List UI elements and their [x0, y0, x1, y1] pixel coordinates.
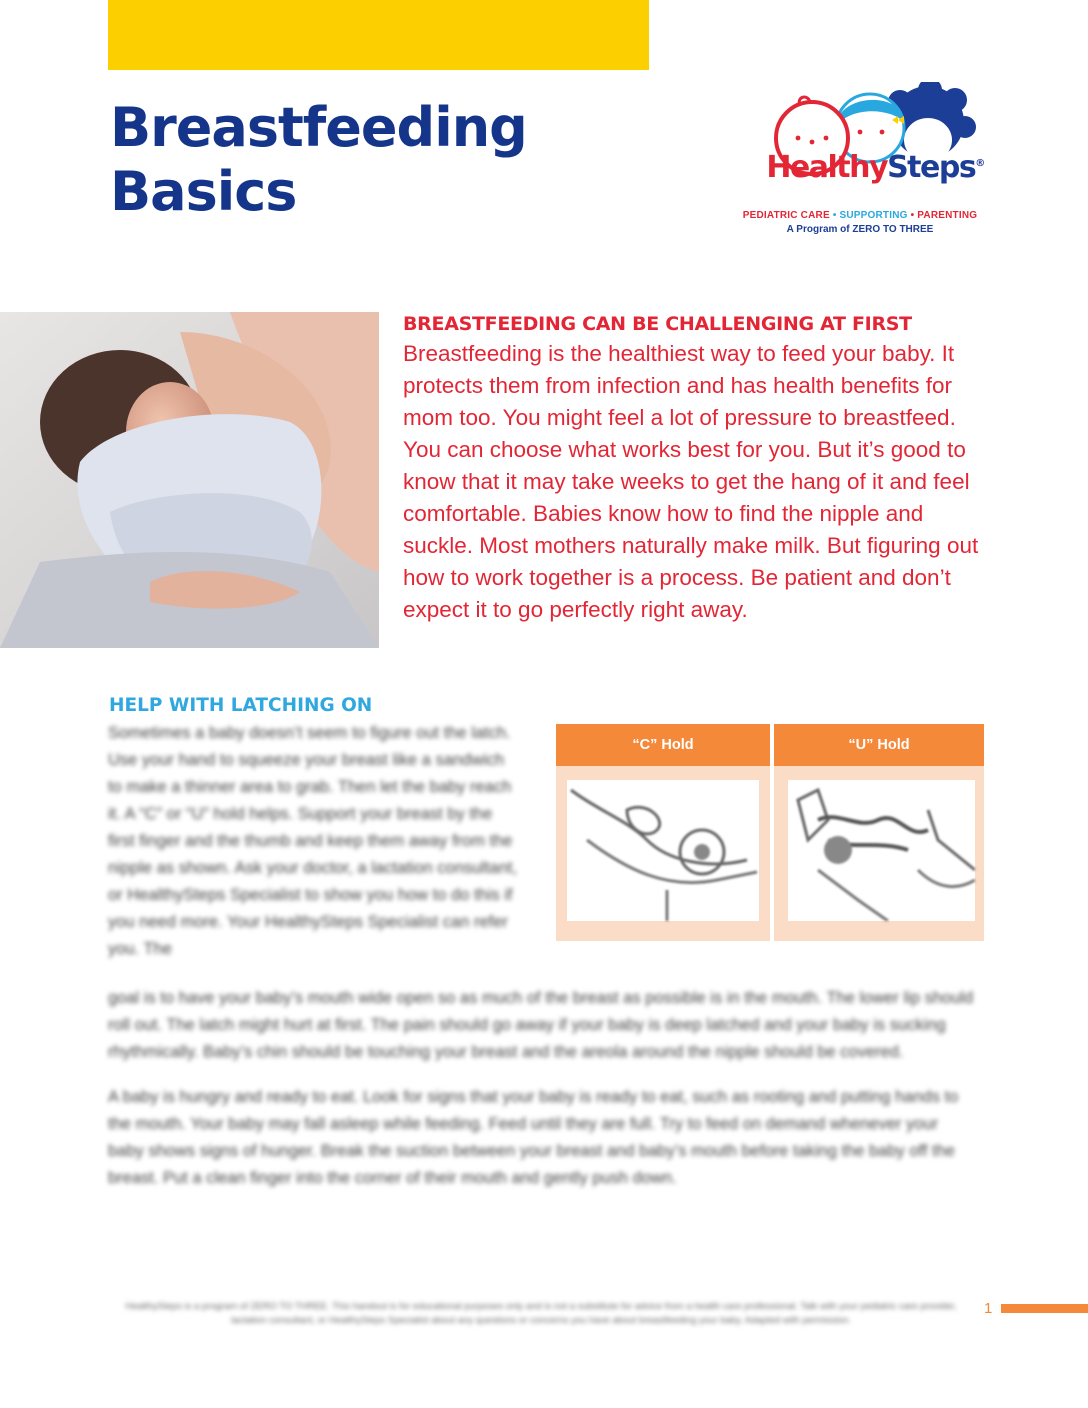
- u-hold-panel: [774, 724, 984, 941]
- c-hold-icon: [567, 780, 759, 921]
- registered-mark: ®: [975, 158, 984, 169]
- tagline-parenting: PARENTING: [917, 210, 978, 221]
- latching-heading: HELP WITH LATCHING ON: [109, 695, 373, 716]
- page-title-line1: Breastfeeding: [110, 96, 527, 159]
- footnote: HealthySteps is a program of ZERO TO THREE. This handout is for educational purposes only and is not a substitute for advice from a health care professional. Talk with your pediatric care provider, lactation consultant, or HealthySteps Specialist about any questions or concerns you have about breastfeeding your baby. Adapted with permission.: [125, 1301, 957, 1326]
- hold-illustrations: [556, 724, 984, 941]
- latching-continued: [108, 985, 978, 1192]
- page-title-line2: Basics: [110, 160, 297, 223]
- intro-section: [403, 312, 1003, 626]
- healthysteps-logo: [730, 82, 990, 242]
- header-accent-bar: [108, 0, 649, 70]
- u-hold-label: “U” Hold: [774, 724, 984, 766]
- tagline-supporting: SUPPORTING: [839, 210, 908, 221]
- breastfeeding-photo: [0, 312, 379, 648]
- intro-body: Breastfeeding is the healthiest way to feed your baby. It protects them from infection and has health benefits for mom too. You might feel a lot of pressure to breastfeed. You can choose what works best for you. But it’s good to know that it may take weeks to get the hang of it and feel comfortable. Babies know how to find the nipple and suckle. Most mothers naturally make milk. But figuring out how to work together is a process. Be patient and don’t expect it to go perfectly right away.: [403, 341, 979, 622]
- intro-heading: BREASTFEEDING CAN BE CHALLENGING AT FIRST: [403, 313, 912, 335]
- page-title: [110, 96, 527, 224]
- tagline-pediatric: PEDIATRIC CARE: [742, 210, 830, 221]
- c-hold-panel: [556, 724, 770, 941]
- page-number: 1: [984, 1300, 993, 1317]
- breastfeeding-photo-icon: [0, 312, 379, 648]
- logo-wordmark: [760, 150, 990, 185]
- logo-wordmark-steps: Steps: [887, 150, 976, 185]
- latching-paragraph-2: goal is to have your baby’s mouth wide open so as much of the breast as possible is in the mouth. The lower lip should roll out. The latch might hurt at first. The pain should go away if your baby is deep latched and your baby is sucking rhythmically. Baby’s chin should be touching your breast and the areola around the nipple should be covered.: [108, 989, 974, 1061]
- logo-wordmark-healthy: Healthy: [766, 150, 888, 185]
- c-hold-illustration: [567, 780, 759, 921]
- logo-tagline: [730, 210, 990, 221]
- latching-paragraph-3: A baby is hungry and ready to eat. Look for signs that your baby is ready to eat, such as rooting and putting hands to the mouth. Your baby may fall asleep while feeding. Feed until they are full. Try to feed on demand whenever your baby shows signs of hunger. Break the suction between your breast and baby’s mouth before taking the baby off the breast. Put a clean finger into the corner of their mouth and gently push down.: [108, 1088, 959, 1187]
- u-hold-icon: [788, 780, 975, 921]
- logo-program-line: A Program of ZERO TO THREE: [786, 224, 934, 235]
- tagline-bullet: •: [910, 210, 915, 221]
- c-hold-label: “C” Hold: [556, 724, 770, 766]
- u-hold-illustration: [788, 780, 975, 921]
- latching-paragraph-1: Sometimes a baby doesn’t seem to figure out the latch. Use your hand to squeeze your breast like a sandwich to make a thinner area to grab. Then let the baby reach it. A “C” or “U” hold helps. Support your breast by the first finger and the thumb and keep them away from the nipple as shown. Ask your doctor, a lactation consultant, or HealthySteps Specialist to show you how to do this if you need more. Your HealthySteps Specialist can refer you. The: [108, 724, 518, 958]
- page-number-rule: [1001, 1304, 1088, 1313]
- tagline-bullet: •: [832, 210, 837, 221]
